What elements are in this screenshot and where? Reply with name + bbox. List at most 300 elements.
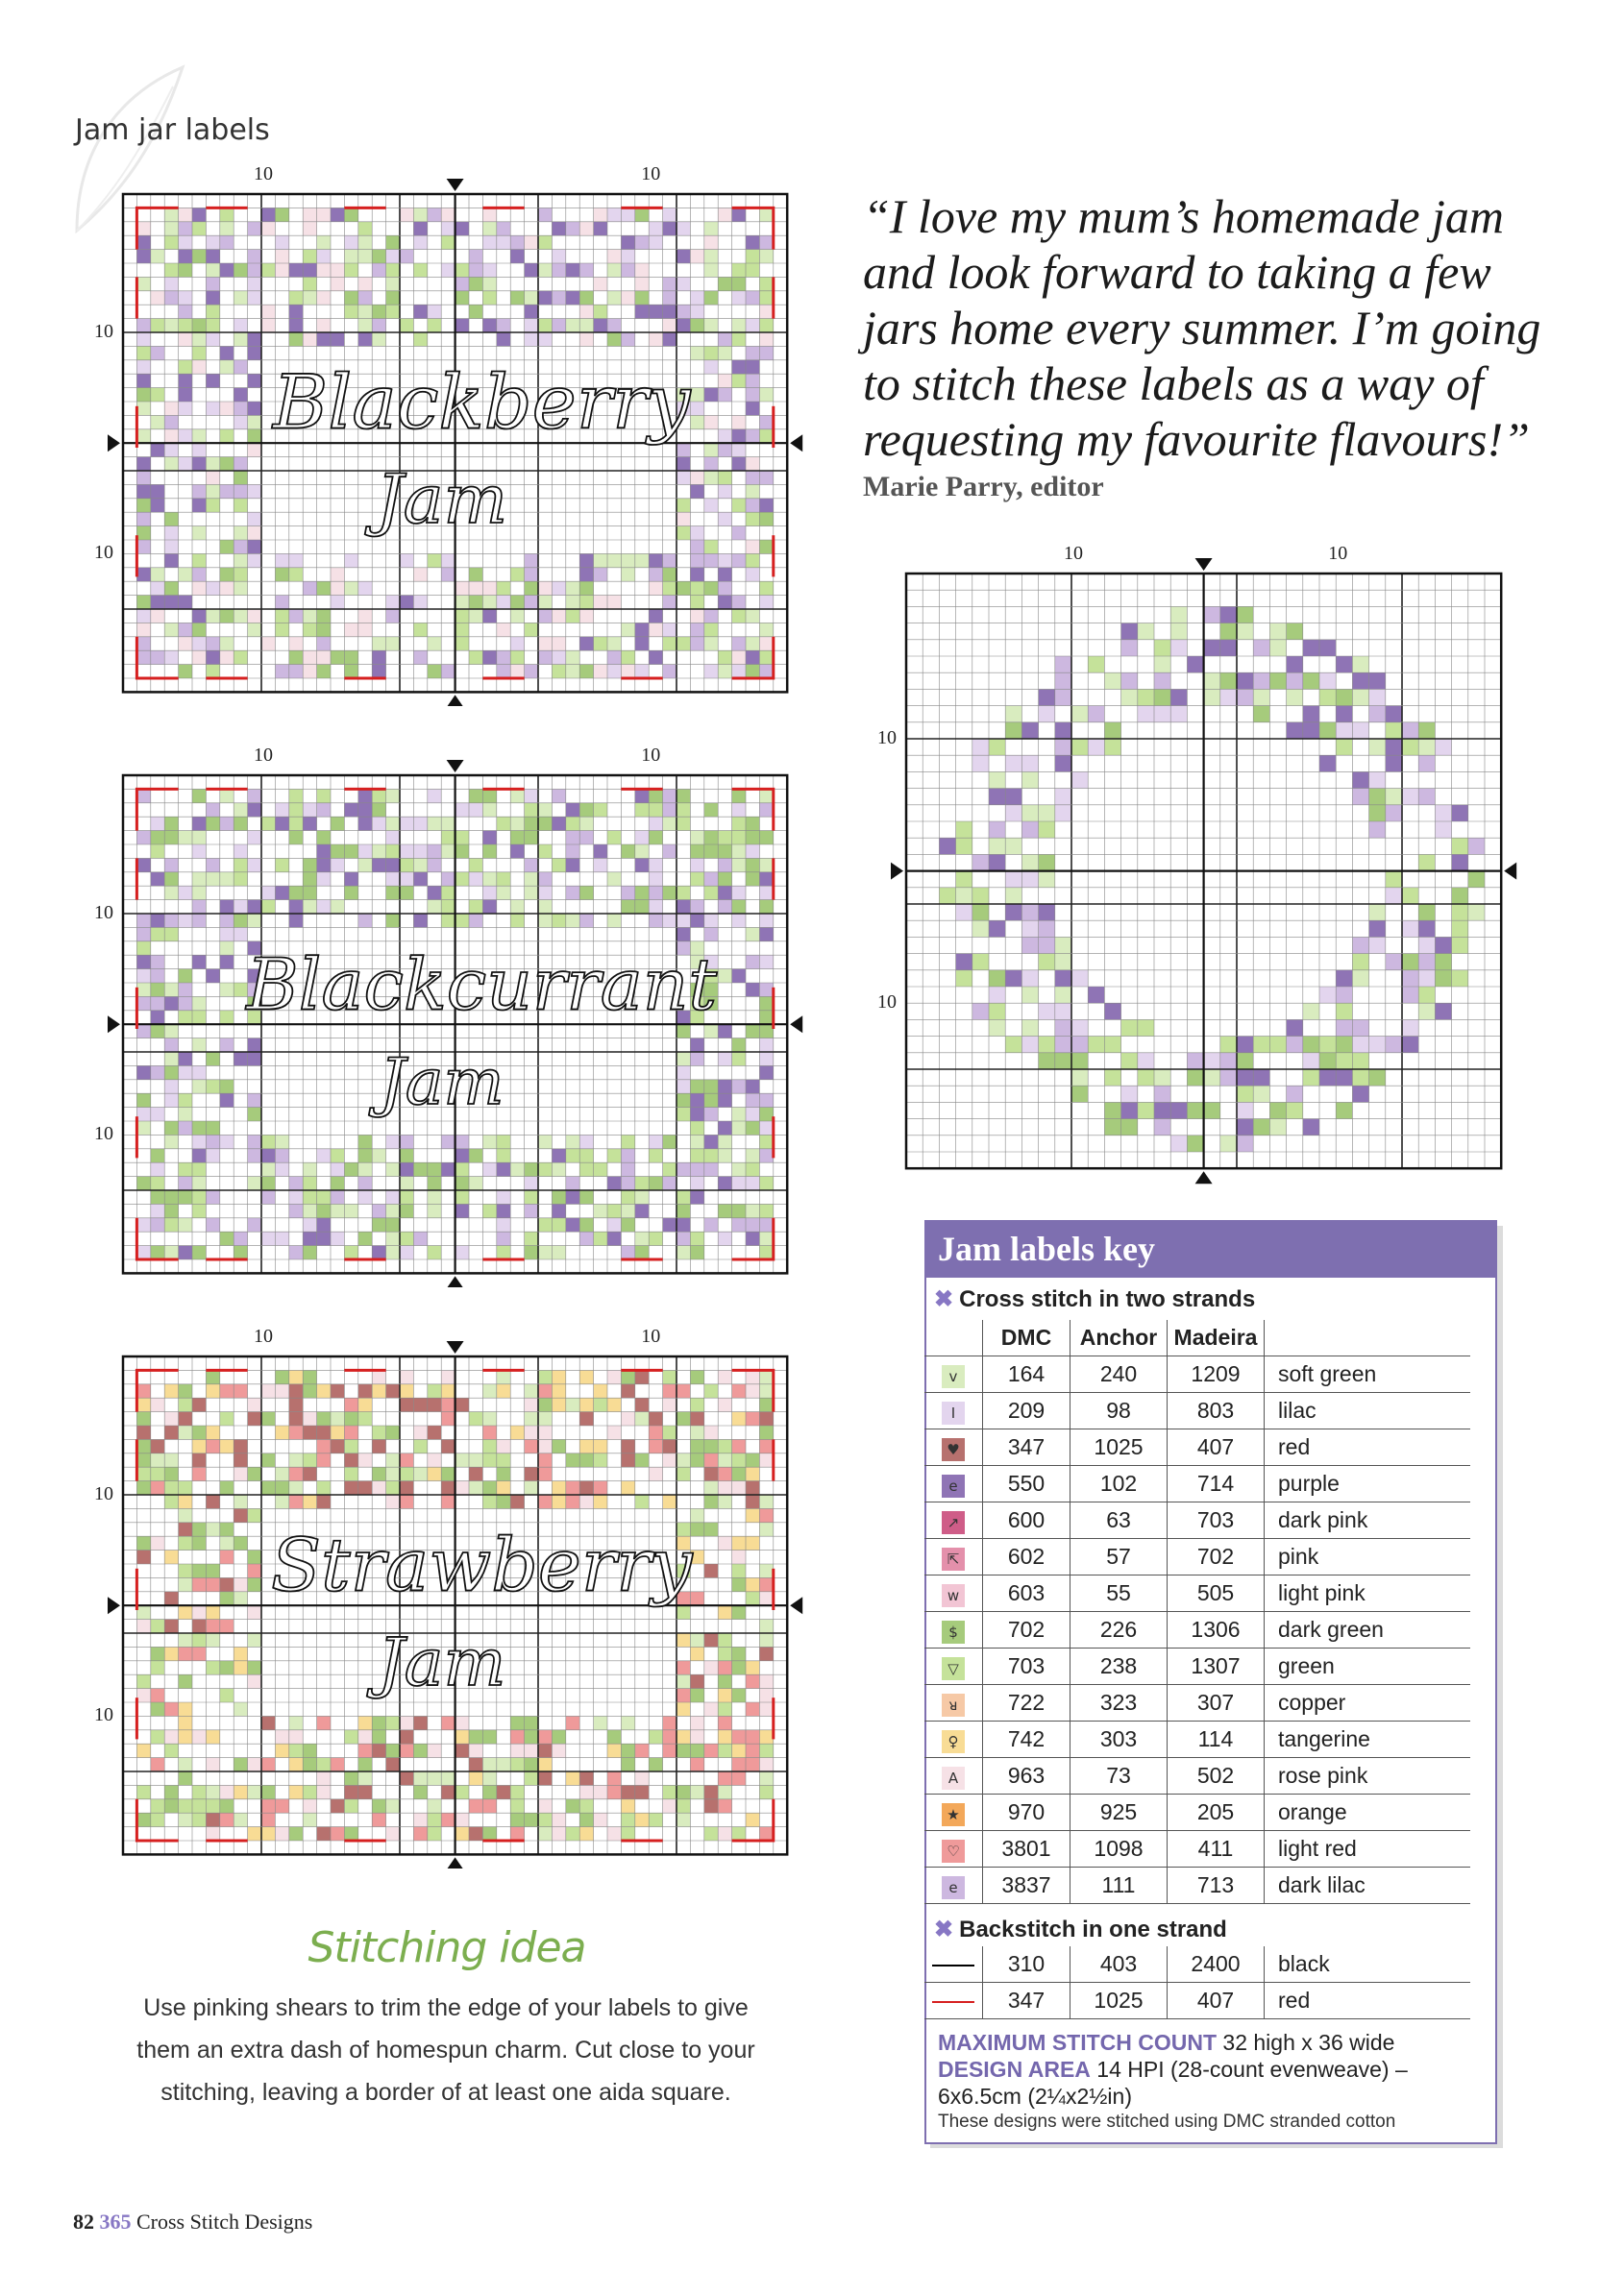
stitch-cell	[136, 1813, 150, 1826]
stitch-cell	[1402, 920, 1418, 937]
anchor-code: 1025	[1070, 1429, 1168, 1466]
stitch-cell	[303, 609, 316, 623]
stitch-cell	[1452, 838, 1468, 854]
stitch-cell	[746, 1080, 759, 1093]
stitch-cell	[1336, 987, 1352, 1003]
stitch-cell	[261, 1232, 275, 1245]
stitch-cell	[482, 900, 496, 914]
stitch-cell	[136, 1689, 150, 1702]
stitch-cell	[635, 665, 649, 678]
colour-name: dark green	[1265, 1612, 1471, 1649]
stitch-cell	[179, 1052, 192, 1065]
stitch-cell	[441, 665, 455, 678]
stitch-cell	[579, 1481, 593, 1495]
stitch-cell	[704, 1744, 718, 1757]
stitch-cell	[192, 222, 206, 235]
stitch-cell	[331, 1412, 344, 1426]
stitch-cell	[455, 1398, 469, 1411]
stitch-cell	[718, 1647, 731, 1660]
key-row	[924, 1946, 1470, 1983]
stitch-cell	[663, 277, 677, 290]
stitch-cell	[179, 1647, 192, 1660]
stitch-cell	[192, 886, 206, 899]
stitch-cell	[704, 457, 718, 471]
stitch-cell	[704, 263, 718, 277]
stitch-cell	[525, 1177, 538, 1190]
stitch-cell	[649, 817, 662, 830]
stitch-cell	[704, 415, 718, 428]
stitch-cell	[275, 858, 288, 871]
stitch-cell	[303, 650, 316, 664]
stitch-cell	[649, 872, 662, 886]
stitch-cell	[275, 1426, 288, 1439]
stitch-cell	[525, 858, 538, 871]
stitch-cell	[579, 305, 593, 318]
stitch-cell	[1104, 722, 1120, 739]
stitch-cell	[303, 623, 316, 636]
stitch-cell	[621, 1758, 634, 1771]
stitch-cell	[372, 1218, 385, 1232]
stitch-cell	[289, 1370, 303, 1383]
stitch-cell	[718, 1467, 731, 1480]
stitch-cell	[579, 914, 593, 927]
stitch-cell	[358, 1177, 372, 1190]
stitch-cell	[234, 499, 247, 512]
stitch-cell	[482, 1412, 496, 1426]
stitch-cell	[179, 263, 192, 277]
stitch-cell	[552, 1149, 565, 1162]
stitch-cell	[248, 429, 261, 443]
stitch-cell	[192, 443, 206, 456]
stitch-cell	[289, 1246, 303, 1259]
stitch-cell	[538, 844, 552, 858]
stitch-cell	[1352, 789, 1368, 805]
stitch-cell	[956, 838, 972, 854]
stitch-cell	[579, 1370, 593, 1383]
stitch-cell	[552, 222, 565, 235]
stitch-cell	[151, 1065, 164, 1079]
stitch-cell	[690, 1177, 703, 1190]
stitch-cell	[261, 222, 275, 235]
stitch-cell	[1138, 1069, 1154, 1086]
stitch-cell	[989, 1019, 1005, 1036]
stitch-cell	[1170, 623, 1187, 640]
stitch-cell	[317, 1412, 331, 1426]
stitch-cell	[759, 1674, 773, 1688]
stitch-cell	[1005, 805, 1021, 821]
stitch-cell	[482, 291, 496, 305]
stitch-cell	[759, 208, 773, 221]
stitch-cell	[317, 858, 331, 871]
anchor-code: 226	[1070, 1612, 1168, 1649]
stitch-cell	[151, 1177, 164, 1190]
stitch-cell	[552, 1204, 565, 1217]
stitch-cell	[690, 1647, 703, 1660]
stitch-cell	[179, 1190, 192, 1204]
stitch-cell	[718, 1702, 731, 1716]
stitch-cell	[510, 1162, 524, 1176]
stitch-cell	[192, 1426, 206, 1439]
stitch-cell	[718, 568, 731, 581]
stitch-cell	[579, 1162, 593, 1176]
stitch-cell	[441, 831, 455, 844]
stitch-cell	[759, 955, 773, 968]
dmc-code: 603	[983, 1575, 1070, 1612]
stitch-cell	[1402, 954, 1418, 970]
stitch-cell	[206, 1813, 219, 1826]
centre-arrow-top	[447, 1341, 464, 1354]
stitch-cell	[956, 871, 972, 888]
stitch-cell	[1435, 805, 1451, 821]
stitch-cell	[579, 831, 593, 844]
stitch-cell	[413, 1426, 427, 1439]
stitch-cell	[1121, 1119, 1138, 1136]
stitch-cell	[759, 623, 773, 636]
stitch-cell	[428, 208, 441, 221]
stitch-cell	[151, 983, 164, 996]
stitch-cell	[1468, 871, 1485, 888]
stitch-cell	[220, 1551, 234, 1564]
stitch-cell	[136, 1467, 150, 1480]
magazine-title: Cross Stitch Designs	[136, 2210, 313, 2234]
stitch-cell	[1369, 937, 1386, 953]
stitch-cell	[151, 914, 164, 927]
stitch-cell	[663, 581, 677, 595]
stitch-cell	[136, 927, 150, 940]
stitch-cell	[303, 1758, 316, 1771]
stitch-cell	[594, 1439, 607, 1453]
stitch-cell	[1452, 854, 1468, 870]
stitch-cell	[1336, 739, 1352, 755]
stitch-cell	[220, 955, 234, 968]
stitch-cell	[718, 858, 731, 871]
stitch-cell	[386, 1744, 400, 1757]
stitch-cell	[663, 1162, 677, 1176]
stitch-cell	[538, 1218, 552, 1232]
stitch-cell	[1055, 1019, 1071, 1036]
stitch-cell	[455, 914, 469, 927]
stitch-cell	[234, 927, 247, 940]
stitch-cell	[677, 499, 690, 512]
stitch-cell	[331, 1162, 344, 1176]
stitch-cell	[1452, 904, 1468, 920]
stitch-cell	[469, 277, 482, 290]
centre-arrow-bottom	[447, 1276, 464, 1287]
stitch-cell	[151, 581, 164, 595]
stitch-cell	[607, 1771, 621, 1785]
stitch-cell	[566, 914, 579, 927]
stitch-cell	[566, 222, 579, 235]
stitch-cell	[704, 1093, 718, 1107]
stitch-cell	[1138, 1019, 1154, 1036]
stitch-cell	[746, 374, 759, 387]
stitch-cell	[275, 1149, 288, 1162]
stitch-cell	[759, 831, 773, 844]
stitch-cell	[690, 1108, 703, 1121]
stitch-cell	[607, 665, 621, 678]
stitch-cell	[179, 831, 192, 844]
stitch-cell	[732, 1577, 746, 1591]
stitch-cell	[525, 872, 538, 886]
key-row	[924, 1983, 1470, 2019]
stitch-cell	[663, 623, 677, 636]
stitch-cell	[248, 1564, 261, 1577]
stitch-cell	[261, 900, 275, 914]
stitch-cell	[275, 596, 288, 609]
stitch-cell	[649, 1232, 662, 1245]
stitch-cell	[579, 1218, 593, 1232]
stitch-cell	[732, 1827, 746, 1841]
stitch-cell	[732, 1439, 746, 1453]
stitch-cell	[1088, 1037, 1104, 1053]
stitch-cell	[607, 263, 621, 277]
stitch-cell	[746, 1121, 759, 1135]
stitch-cell	[621, 665, 634, 678]
stitch-cell	[1369, 739, 1386, 755]
stitch-cell	[317, 1785, 331, 1798]
stitch-cell	[400, 250, 413, 263]
stitch-cell	[566, 263, 579, 277]
stitch-cell	[248, 250, 261, 263]
stitch-cell	[164, 1453, 178, 1467]
stitch-cell	[136, 623, 150, 636]
stitch-cell	[1287, 689, 1303, 705]
stitch-cell	[136, 1674, 150, 1688]
stitch-cell	[704, 581, 718, 595]
stitch-cell	[746, 1481, 759, 1495]
stitch-cell	[704, 553, 718, 567]
folio	[73, 2210, 312, 2235]
stitch-cell	[179, 969, 192, 983]
stitch-cell	[1071, 739, 1088, 755]
stitch-cell	[690, 1093, 703, 1107]
stitch-cell	[248, 858, 261, 871]
stitch-cell	[677, 471, 690, 484]
centre-arrow-left	[108, 1015, 120, 1033]
stitch-cell	[1319, 689, 1336, 705]
stitch-cell	[248, 553, 261, 567]
stitch-cell	[386, 914, 400, 927]
stitch-cell	[1220, 1136, 1237, 1152]
stitch-cell	[677, 1689, 690, 1702]
stitch-cell	[303, 1467, 316, 1480]
stitch-cell	[759, 900, 773, 914]
stitch-cell	[275, 609, 288, 623]
stitch-cell	[164, 235, 178, 249]
dmc-code: 703	[983, 1649, 1070, 1685]
stitch-cell	[179, 1412, 192, 1426]
stitch-cell	[690, 858, 703, 871]
stitch-cell	[566, 1218, 579, 1232]
stitch-cell	[482, 1827, 496, 1841]
stitch-cell	[635, 803, 649, 817]
stitch-cell	[386, 1162, 400, 1176]
stitch-cell	[621, 1799, 634, 1813]
stitch-cell	[690, 250, 703, 263]
stitch-cell	[136, 332, 150, 346]
stitch-cell	[1088, 706, 1104, 722]
stitch-cell	[206, 1439, 219, 1453]
stitch-cell	[482, 789, 496, 802]
stitch-cell	[455, 609, 469, 623]
stitch-cell	[248, 277, 261, 290]
stitch-cell	[956, 821, 972, 838]
stitch-cell	[192, 1647, 206, 1660]
stitch-cell	[690, 1785, 703, 1798]
stitch-cell	[1055, 954, 1071, 970]
stitch-cell	[400, 1481, 413, 1495]
stitch-cell	[607, 319, 621, 332]
stitch-cell	[206, 1633, 219, 1647]
stitch-cell	[469, 803, 482, 817]
stitch-cell	[566, 1190, 579, 1204]
stitch-cell	[482, 1799, 496, 1813]
stitch-cell	[746, 609, 759, 623]
stitch-cell	[455, 623, 469, 636]
stitch-cell	[759, 1577, 773, 1591]
stitch-cell	[469, 250, 482, 263]
stitch-cell	[1269, 623, 1286, 640]
stitch-cell	[759, 1149, 773, 1162]
stitch-cell	[1369, 821, 1386, 838]
centre-arrow-bottom	[447, 695, 464, 706]
stitch-cell	[746, 1813, 759, 1826]
stitch-cell	[220, 484, 234, 498]
stitch-cell	[566, 581, 579, 595]
stitch-cell	[594, 1495, 607, 1508]
stitch-cell	[677, 1384, 690, 1398]
stitch-cell	[1418, 937, 1435, 953]
stitch-cell	[552, 1730, 565, 1744]
stitch-cell	[179, 1716, 192, 1729]
stitch-cell	[400, 1467, 413, 1480]
stitch-cell	[248, 1577, 261, 1591]
stitch-cell	[248, 1135, 261, 1148]
stitch-cell	[206, 1218, 219, 1232]
stitch-cell	[441, 222, 455, 235]
stitch-cell	[482, 831, 496, 844]
stitch-cell	[234, 1453, 247, 1467]
stitch-cell	[289, 886, 303, 899]
dmc-code: 3801	[983, 1831, 1070, 1868]
stitch-cell	[372, 665, 385, 678]
stitch-cell	[525, 1481, 538, 1495]
stitch-cell	[358, 1135, 372, 1148]
stitch-cell	[989, 920, 1005, 937]
editor-quote: “I love my mum’s homemade jam and look forward to taking a few jars home every summer. I’m going to stitch these labels as a way of requesting my favourite flavours!”	[863, 189, 1541, 466]
stitch-cell	[441, 900, 455, 914]
stitch-cell	[718, 346, 731, 359]
stitch-cell	[1253, 1086, 1269, 1102]
stitch-cell	[1303, 1053, 1319, 1069]
stitch-cell	[303, 291, 316, 305]
stitch-cell	[344, 1412, 357, 1426]
colour-name: pink	[1265, 1539, 1471, 1575]
stitch-symbol: ↗	[942, 1511, 965, 1534]
stitch-cell	[206, 250, 219, 263]
stitch-cell	[759, 1564, 773, 1577]
stitch-cell	[732, 831, 746, 844]
stitch-cell	[972, 755, 989, 771]
stitch-cell	[718, 1093, 731, 1107]
stitch-cell	[164, 1052, 178, 1065]
stitch-cell	[400, 1246, 413, 1259]
stitch-cell	[635, 1771, 649, 1785]
stitch-cell	[358, 609, 372, 623]
stitch-cell	[344, 1398, 357, 1411]
stitch-cell	[732, 1080, 746, 1093]
stitch-cell	[441, 553, 455, 567]
stitch-cell	[482, 886, 496, 899]
stitch-cell	[1121, 1019, 1138, 1036]
stitch-cell	[234, 457, 247, 471]
stitch-cell	[579, 1771, 593, 1785]
stitch-cell	[607, 1370, 621, 1383]
stitch-cell	[635, 789, 649, 802]
stitch-cell	[234, 1495, 247, 1508]
stitch-cell	[718, 208, 731, 221]
stitch-cell	[136, 1108, 150, 1121]
stitch-cell	[344, 650, 357, 664]
colour-name: purple	[1265, 1466, 1471, 1502]
stitch-cell	[261, 1799, 275, 1813]
stitch-cell	[690, 1052, 703, 1065]
stitch-cell	[220, 817, 234, 830]
stitch-cell	[607, 332, 621, 346]
stitch-cell	[704, 346, 718, 359]
stitch-cell	[759, 996, 773, 1010]
dmc-code: 963	[983, 1758, 1070, 1795]
stitch-cell	[677, 927, 690, 940]
stitch-cell	[538, 291, 552, 305]
stitch-cell	[179, 1674, 192, 1688]
stitch-cell	[732, 596, 746, 609]
stitch-cell	[136, 540, 150, 553]
stitch-cell	[164, 526, 178, 540]
stitch-cell	[1005, 706, 1021, 722]
stitch-cell	[164, 263, 178, 277]
stitch-cell	[663, 1799, 677, 1813]
stitch-cell	[621, 1135, 634, 1148]
key-row	[924, 1758, 1470, 1795]
stitch-cell	[386, 831, 400, 844]
stitch-cell	[497, 1162, 510, 1176]
stitch-cell	[136, 1620, 150, 1633]
stitch-cell	[1204, 1069, 1220, 1086]
stitch-cell	[1319, 1069, 1336, 1086]
stitch-cell	[732, 291, 746, 305]
stitch-cell	[261, 637, 275, 650]
stitch-cell	[525, 1246, 538, 1259]
stitch-cell	[759, 1038, 773, 1052]
stitch-cell	[607, 208, 621, 221]
stitch-cell	[164, 1384, 178, 1398]
stitch-cell	[1055, 1037, 1071, 1053]
stitch-cell	[455, 319, 469, 332]
stitch-cell	[677, 1093, 690, 1107]
stitch-cell	[1336, 706, 1352, 722]
stitch-cell	[732, 457, 746, 471]
stitch-cell	[358, 1758, 372, 1771]
stitch-cell	[179, 1771, 192, 1785]
stitch-cell	[1039, 706, 1055, 722]
stitch-cell	[428, 1162, 441, 1176]
stitch-cell	[441, 1412, 455, 1426]
stitch-cell	[635, 886, 649, 899]
stitch-cell	[386, 609, 400, 623]
stitch-cell	[704, 1633, 718, 1647]
stitch-cell	[261, 208, 275, 221]
